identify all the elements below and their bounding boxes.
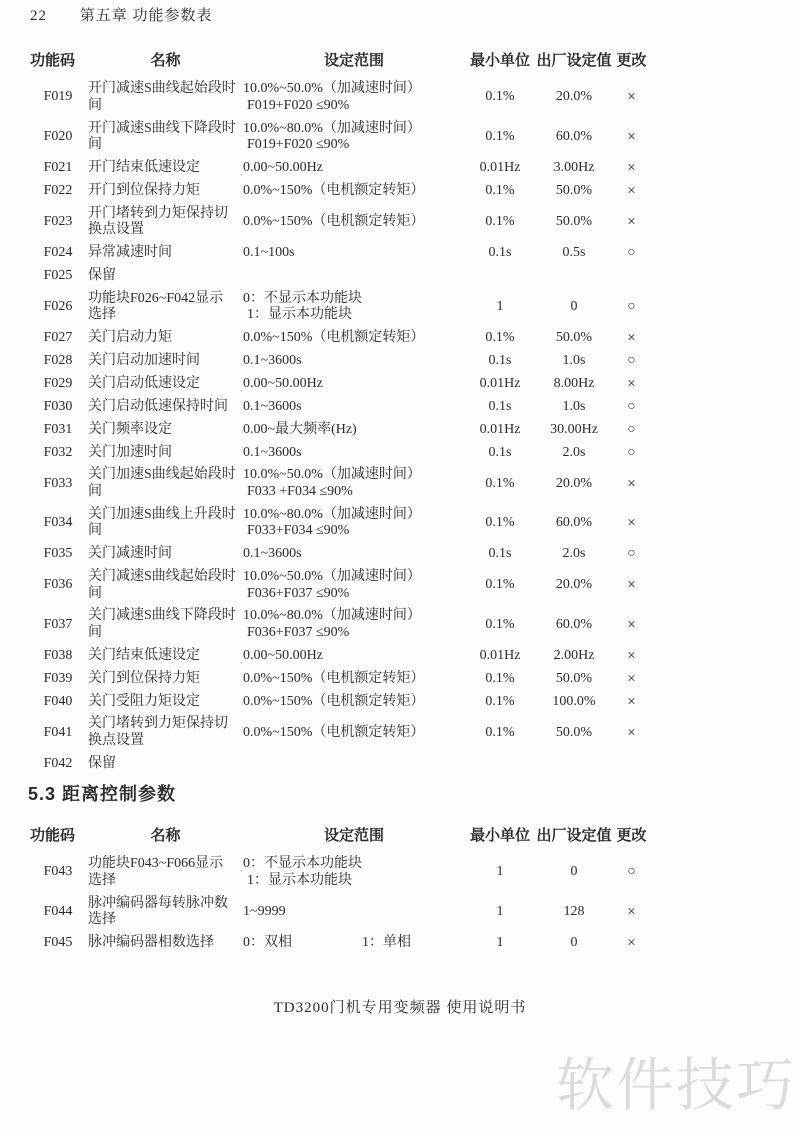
factory-default: 0.5s bbox=[562, 245, 586, 261]
setting-range bbox=[243, 668, 465, 691]
param-name: 关门频率设定 bbox=[88, 421, 172, 437]
min-unit: 0.1% bbox=[485, 724, 515, 740]
column-header-default: 出厂设定值 bbox=[536, 828, 612, 844]
setting-range-line: 0.0%~150%（电机额定转矩） bbox=[243, 213, 425, 229]
factory-default: 1.0s bbox=[562, 353, 586, 369]
function-code: F019 bbox=[43, 89, 73, 105]
change-mark: × bbox=[627, 934, 636, 951]
change-mark bbox=[613, 753, 650, 776]
table-row bbox=[28, 690, 653, 713]
table-row bbox=[28, 441, 653, 464]
min-unit: 0.1s bbox=[488, 353, 512, 369]
param-name: 关门启动低速保持时间 bbox=[88, 398, 228, 414]
change-mark: ○ bbox=[627, 353, 636, 369]
min-unit bbox=[465, 265, 535, 288]
param-name: 开门结束低速设定 bbox=[88, 159, 200, 175]
setting-range bbox=[243, 242, 465, 265]
column-header-range: 设定范围 bbox=[323, 53, 384, 69]
setting-range-line: 0.1~3600s bbox=[243, 546, 302, 562]
setting-range-line: F036+F037 ≤90% bbox=[247, 624, 350, 640]
table-row bbox=[28, 605, 653, 644]
table-row bbox=[28, 242, 653, 265]
column-header-name: 名称 bbox=[150, 53, 181, 69]
table-row bbox=[28, 180, 653, 203]
setting-range bbox=[243, 117, 465, 156]
param-name: 异常减速时间 bbox=[88, 245, 172, 261]
param-name: 脉冲编码器相数选择 bbox=[88, 934, 214, 950]
factory-default bbox=[535, 265, 613, 288]
min-unit: 1 bbox=[496, 934, 504, 950]
factory-default: 30.00Hz bbox=[550, 421, 598, 437]
min-unit: 0.01Hz bbox=[479, 375, 521, 391]
factory-default: 60.0% bbox=[555, 515, 593, 531]
table-row bbox=[28, 203, 653, 242]
table-body bbox=[28, 853, 653, 955]
setting-range bbox=[243, 288, 465, 327]
min-unit: 1 bbox=[496, 864, 504, 880]
change-mark: ○ bbox=[627, 546, 636, 562]
function-code: F034 bbox=[43, 515, 73, 531]
setting-range-line: 0.00~50.00Hz bbox=[243, 375, 323, 391]
function-code: F022 bbox=[43, 182, 73, 198]
function-code: F033 bbox=[43, 475, 73, 491]
setting-range bbox=[243, 441, 465, 464]
table-row bbox=[28, 504, 653, 543]
table-row bbox=[28, 892, 653, 931]
function-code: F042 bbox=[43, 755, 73, 771]
factory-default bbox=[535, 753, 613, 776]
setting-range bbox=[243, 203, 465, 242]
function-table-2 bbox=[28, 820, 653, 955]
factory-default: 60.0% bbox=[555, 128, 593, 144]
table-header bbox=[28, 820, 653, 853]
setting-range-line: 10.0%~80.0%（加减速时间） bbox=[243, 506, 421, 522]
factory-default: 60.0% bbox=[555, 616, 593, 632]
watermark: 软件技巧 bbox=[555, 1053, 796, 1118]
factory-default: 50.0% bbox=[555, 724, 593, 740]
function-code: F032 bbox=[43, 444, 73, 460]
setting-range bbox=[243, 753, 465, 776]
factory-default: 50.0% bbox=[555, 330, 593, 346]
factory-default: 3.00Hz bbox=[553, 159, 595, 175]
min-unit: 0.1% bbox=[485, 330, 515, 346]
chapter-title: 第五章 功能参数表 bbox=[79, 8, 213, 24]
param-name: 关门加速时间 bbox=[88, 444, 172, 460]
min-unit: 0.1s bbox=[488, 245, 512, 261]
min-unit: 0.1% bbox=[485, 182, 515, 198]
function-code: F023 bbox=[43, 213, 73, 229]
setting-range bbox=[243, 853, 465, 892]
setting-range bbox=[243, 645, 465, 668]
param-name: 关门启动力矩 bbox=[88, 330, 172, 346]
function-code: F036 bbox=[43, 577, 73, 593]
column-header-change: 更改 bbox=[616, 53, 647, 69]
setting-range-line: 10.0%~50.0%（加减速时间） bbox=[243, 81, 421, 97]
change-mark: ○ bbox=[627, 421, 636, 437]
setting-range bbox=[243, 327, 465, 350]
setting-range-line: 0：双相 1：单相 bbox=[243, 934, 411, 950]
change-mark: × bbox=[627, 330, 636, 347]
table-row bbox=[28, 464, 653, 503]
min-unit: 0.1% bbox=[485, 670, 515, 686]
setting-range bbox=[243, 566, 465, 605]
table-row bbox=[28, 645, 653, 668]
factory-default: 20.0% bbox=[555, 89, 593, 105]
change-mark: × bbox=[627, 903, 636, 920]
setting-range-line: 0.0%~150%（电机额定转矩） bbox=[243, 724, 425, 740]
param-name: 开门减速S曲线下降段时间 bbox=[88, 120, 236, 153]
function-code: F039 bbox=[43, 670, 73, 686]
change-mark: × bbox=[627, 577, 636, 594]
setting-range-line: 10.0%~80.0%（加减速时间） bbox=[243, 608, 421, 624]
setting-range-line: 1：显示本功能块 bbox=[247, 307, 352, 323]
table-row bbox=[28, 350, 653, 373]
min-unit: 0.1% bbox=[485, 128, 515, 144]
setting-range-line: 0.0%~150%（电机额定转矩） bbox=[243, 330, 425, 346]
function-code: F045 bbox=[43, 934, 73, 950]
table-row bbox=[28, 932, 653, 955]
table-header bbox=[28, 45, 653, 78]
function-code: F028 bbox=[43, 353, 73, 369]
setting-range bbox=[243, 78, 465, 117]
setting-range-line: 0.1~3600s bbox=[243, 353, 302, 369]
setting-range-line: 0：不显示本功能块 bbox=[243, 290, 362, 306]
function-code: F020 bbox=[43, 128, 73, 144]
table-row bbox=[28, 265, 653, 288]
setting-range bbox=[243, 543, 465, 566]
column-header-change: 更改 bbox=[616, 828, 647, 844]
column-header-unit: 最小单位 bbox=[469, 828, 530, 844]
table-row bbox=[28, 668, 653, 691]
section-heading: 5.3 距离控制参数 bbox=[28, 784, 177, 804]
min-unit: 0.1% bbox=[485, 693, 515, 709]
column-header-code: 功能码 bbox=[30, 53, 76, 69]
param-name: 开门到位保持力矩 bbox=[88, 182, 200, 198]
param-name: 关门到位保持力矩 bbox=[88, 670, 200, 686]
setting-range-line: 0.00~最大频率(Hz) bbox=[243, 421, 357, 437]
param-name: 关门加速S曲线起始段时间 bbox=[88, 467, 236, 499]
change-mark: ○ bbox=[627, 299, 636, 315]
param-name: 功能块F043~F066显示选择 bbox=[88, 856, 224, 888]
factory-default: 1.0s bbox=[562, 398, 586, 414]
param-name: 开门减速S曲线起始段时间 bbox=[88, 81, 236, 113]
min-unit: 0.1s bbox=[488, 546, 512, 562]
table-row bbox=[28, 853, 653, 892]
change-mark: ○ bbox=[627, 398, 636, 414]
factory-default: 50.0% bbox=[555, 182, 593, 198]
factory-default: 100.0% bbox=[552, 693, 596, 709]
min-unit: 0.1% bbox=[485, 475, 515, 491]
function-code: F030 bbox=[43, 398, 73, 414]
function-code: F021 bbox=[43, 159, 73, 175]
param-name: 关门受阻力矩设定 bbox=[88, 693, 200, 709]
param-name: 关门结束低速设定 bbox=[88, 647, 200, 663]
change-mark: × bbox=[627, 128, 636, 145]
change-mark: × bbox=[627, 670, 636, 687]
change-mark: × bbox=[627, 724, 636, 741]
param-name: 开门堵转到力矩保持切换点设置 bbox=[88, 205, 228, 238]
setting-range-line: 10.0%~50.0%（加减速时间） bbox=[243, 467, 421, 483]
change-mark: ○ bbox=[627, 444, 636, 460]
min-unit: 0.1% bbox=[485, 577, 515, 593]
change-mark: × bbox=[627, 159, 636, 176]
param-name: 关门加速S曲线上升段时间 bbox=[88, 506, 236, 539]
setting-range-line: F036+F037 ≤90% bbox=[247, 585, 350, 601]
function-code: F025 bbox=[43, 267, 73, 283]
page-number: 22 bbox=[30, 8, 47, 24]
param-name: 关门减速S曲线下降段时间 bbox=[88, 608, 236, 640]
table-row bbox=[28, 396, 653, 419]
factory-default: 50.0% bbox=[555, 670, 593, 686]
factory-default: 8.00Hz bbox=[553, 375, 595, 391]
function-code: F044 bbox=[43, 903, 73, 919]
change-mark bbox=[613, 265, 650, 288]
table-row bbox=[28, 753, 653, 776]
setting-range bbox=[243, 464, 465, 503]
setting-range-line: 0.1~3600s bbox=[243, 444, 302, 460]
table-row bbox=[28, 713, 653, 752]
change-mark: × bbox=[627, 515, 636, 532]
column-header-range: 设定范围 bbox=[323, 828, 384, 844]
factory-default: 2.0s bbox=[562, 546, 586, 562]
change-mark: × bbox=[627, 89, 636, 106]
setting-range bbox=[243, 932, 465, 955]
change-mark: × bbox=[627, 182, 636, 199]
setting-range-line: 0.1~100s bbox=[243, 245, 295, 261]
function-code: F035 bbox=[43, 546, 73, 562]
setting-range-line: 1~9999 bbox=[243, 903, 286, 919]
function-code: F037 bbox=[43, 616, 73, 632]
setting-range bbox=[243, 690, 465, 713]
min-unit: 0.1% bbox=[485, 213, 515, 229]
setting-range bbox=[243, 373, 465, 396]
table-row bbox=[28, 157, 653, 180]
setting-range-line: 0.00~50.00Hz bbox=[243, 647, 323, 663]
function-code: F043 bbox=[43, 864, 73, 880]
setting-range-line: F033+F034 ≤90% bbox=[247, 523, 350, 539]
setting-range bbox=[243, 504, 465, 543]
function-table-1 bbox=[28, 45, 653, 776]
setting-range bbox=[243, 605, 465, 644]
param-name: 保留 bbox=[88, 755, 116, 771]
setting-range bbox=[243, 419, 465, 442]
table-row bbox=[28, 327, 653, 350]
change-mark: ○ bbox=[627, 864, 636, 880]
change-mark: ○ bbox=[627, 245, 636, 261]
table-row bbox=[28, 117, 653, 156]
table-row bbox=[28, 288, 653, 327]
setting-range bbox=[243, 892, 465, 931]
setting-range bbox=[243, 396, 465, 419]
function-code: F027 bbox=[43, 330, 73, 346]
column-header-unit: 最小单位 bbox=[469, 53, 530, 69]
table-row bbox=[28, 566, 653, 605]
min-unit: 0.1% bbox=[485, 616, 515, 632]
setting-range-line: 0.00~50.00Hz bbox=[243, 159, 323, 175]
setting-range-line: 0.0%~150%（电机额定转矩） bbox=[243, 182, 425, 198]
footer-text: TD3200门机专用变频器 使用说明书 bbox=[273, 1000, 527, 1016]
change-mark: × bbox=[627, 475, 636, 492]
page-header bbox=[30, 4, 213, 25]
setting-range-line: 1：显示本功能块 bbox=[247, 872, 352, 888]
setting-range-line: 0：不显示本功能块 bbox=[243, 856, 362, 872]
param-name: 脉冲编码器每转脉冲数选择 bbox=[88, 895, 228, 928]
change-mark: × bbox=[627, 647, 636, 664]
param-name: 保留 bbox=[88, 267, 116, 283]
min-unit bbox=[465, 753, 535, 776]
function-code: F029 bbox=[43, 375, 73, 391]
column-header-code: 功能码 bbox=[30, 828, 76, 844]
min-unit: 1 bbox=[496, 903, 504, 919]
change-mark: × bbox=[627, 375, 636, 392]
setting-range-line: 0.1~3600s bbox=[243, 398, 302, 414]
param-name: 关门堵转到力矩保持切换点设置 bbox=[88, 716, 228, 748]
setting-range-line: 10.0%~80.0%（加减速时间） bbox=[243, 120, 421, 136]
min-unit: 0.1% bbox=[485, 89, 515, 105]
factory-default: 0 bbox=[570, 934, 578, 950]
factory-default: 2.0s bbox=[562, 444, 586, 460]
setting-range-line: F019+F020 ≤90% bbox=[247, 137, 350, 153]
change-mark: × bbox=[627, 213, 636, 230]
function-code: F024 bbox=[43, 245, 73, 261]
factory-default: 128 bbox=[563, 903, 585, 919]
factory-default: 20.0% bbox=[555, 577, 593, 593]
table-body bbox=[28, 78, 653, 776]
min-unit: 1 bbox=[496, 299, 504, 315]
setting-range bbox=[243, 350, 465, 373]
table-row bbox=[28, 78, 653, 117]
function-code: F040 bbox=[43, 693, 73, 709]
setting-range-line: F033 +F034 ≤90% bbox=[247, 483, 353, 499]
factory-default: 2.00Hz bbox=[553, 647, 595, 663]
setting-range-line: 10.0%~50.0%（加减速时间） bbox=[243, 569, 421, 585]
function-code: F031 bbox=[43, 421, 73, 437]
param-name: 功能块F026~F042显示选择 bbox=[88, 290, 224, 323]
setting-range bbox=[243, 180, 465, 203]
table-row bbox=[28, 373, 653, 396]
factory-default: 50.0% bbox=[555, 213, 593, 229]
change-mark: × bbox=[627, 616, 636, 633]
setting-range bbox=[243, 713, 465, 752]
param-name: 关门减速S曲线起始段时间 bbox=[88, 569, 236, 601]
factory-default: 0 bbox=[570, 299, 578, 315]
column-header-name: 名称 bbox=[150, 828, 181, 844]
param-name: 关门启动加速时间 bbox=[88, 353, 200, 369]
factory-default: 0 bbox=[570, 864, 578, 880]
setting-range-line: 0.0%~150%（电机额定转矩） bbox=[243, 670, 425, 686]
column-header-default: 出厂设定值 bbox=[536, 53, 612, 69]
function-code: F026 bbox=[43, 299, 73, 315]
param-name: 关门减速时间 bbox=[88, 546, 172, 562]
table-row bbox=[28, 419, 653, 442]
param-name: 关门启动低速设定 bbox=[88, 375, 200, 391]
min-unit: 0.01Hz bbox=[479, 421, 521, 437]
min-unit: 0.01Hz bbox=[479, 647, 521, 663]
function-code: F041 bbox=[43, 724, 73, 740]
setting-range bbox=[243, 265, 465, 288]
min-unit: 0.1s bbox=[488, 444, 512, 460]
function-code: F038 bbox=[43, 647, 73, 663]
setting-range bbox=[243, 157, 465, 180]
setting-range-line: 0.0%~150%（电机额定转矩） bbox=[243, 693, 425, 709]
min-unit: 0.01Hz bbox=[479, 159, 521, 175]
change-mark: × bbox=[627, 693, 636, 710]
setting-range-line: F019+F020 ≤90% bbox=[247, 97, 350, 113]
min-unit: 0.1% bbox=[485, 515, 515, 531]
factory-default: 20.0% bbox=[555, 475, 593, 491]
min-unit: 0.1s bbox=[488, 398, 512, 414]
table-row bbox=[28, 543, 653, 566]
